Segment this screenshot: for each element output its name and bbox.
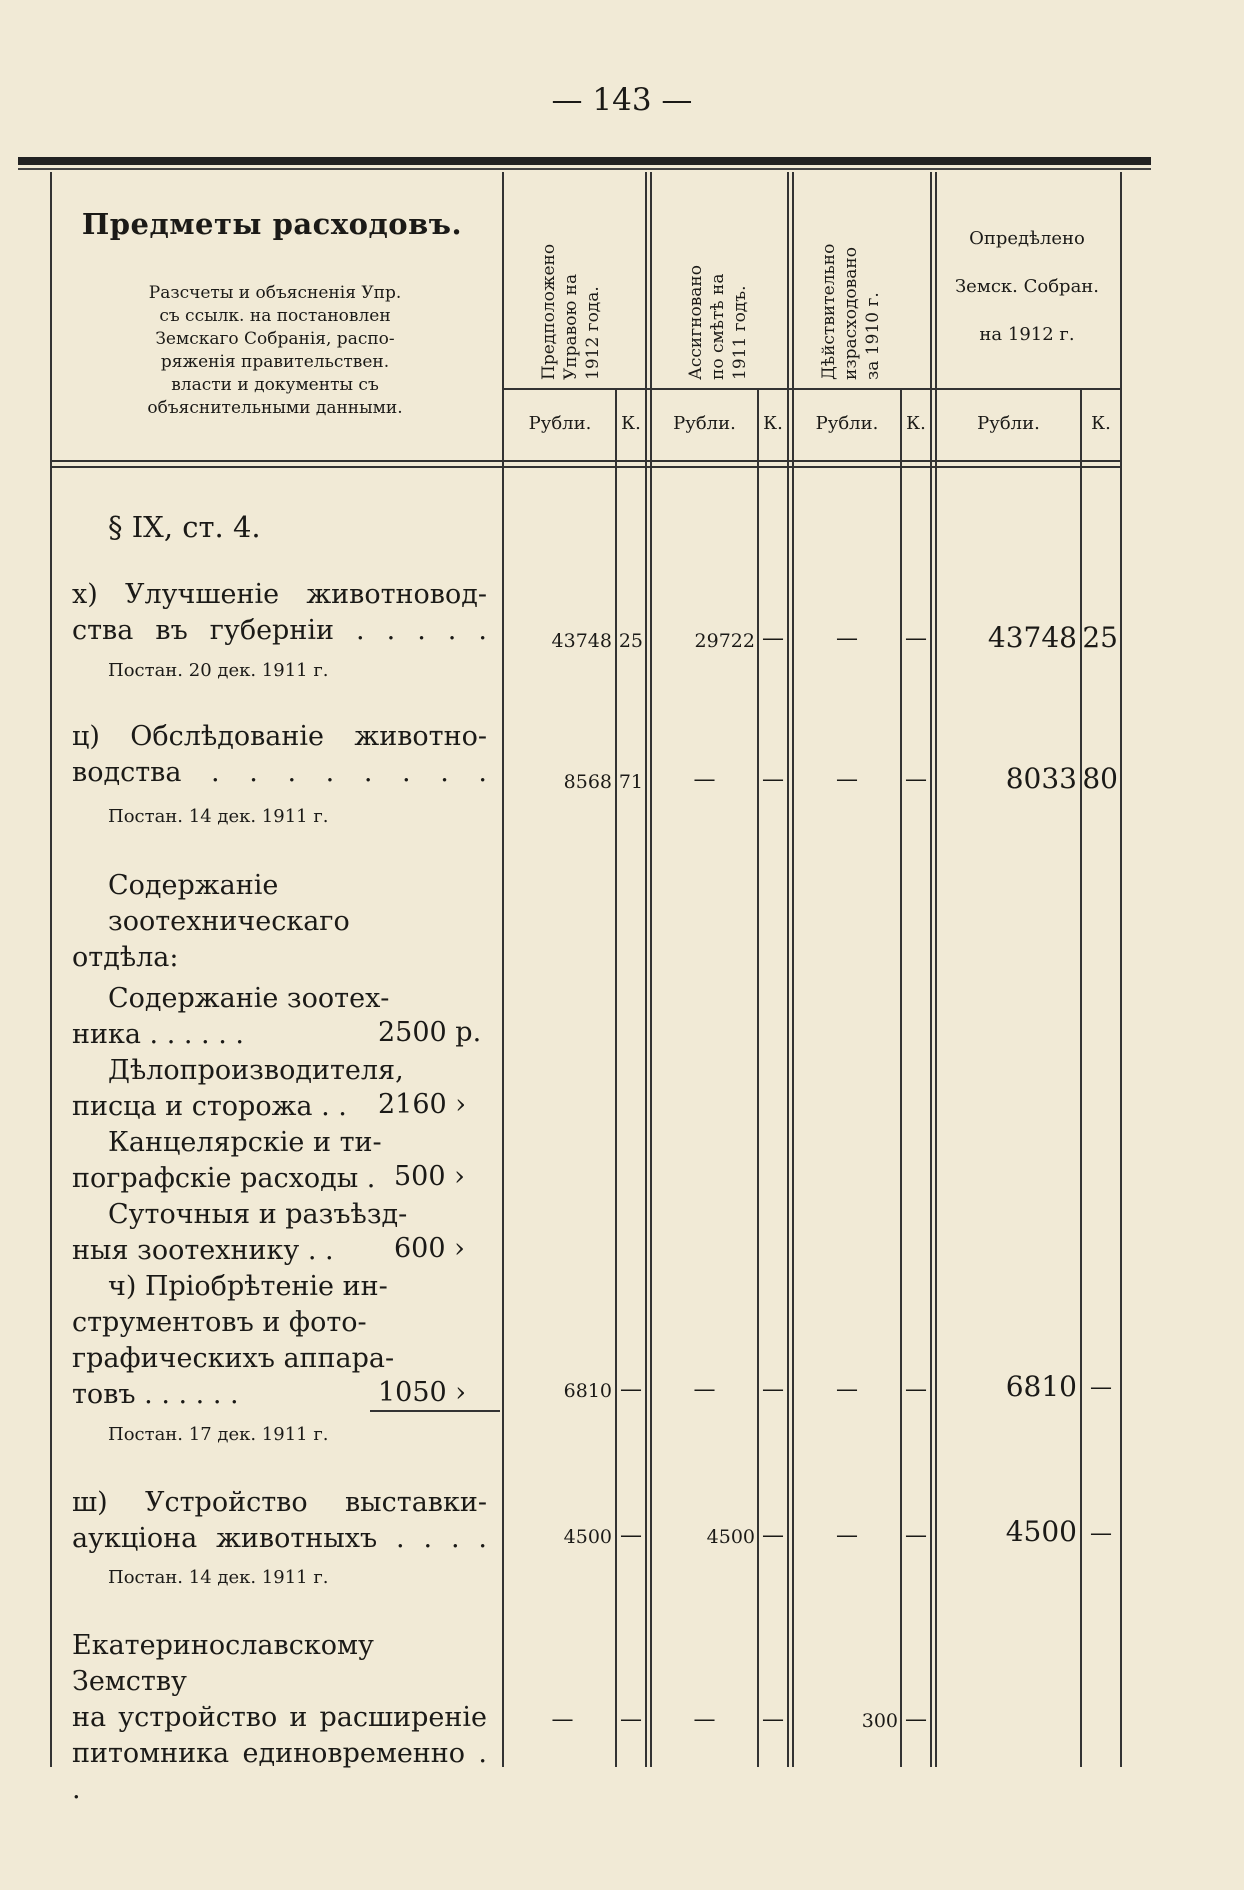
item-line: на устройство и расширеніе	[72, 1702, 487, 1733]
column-divider	[787, 172, 789, 1767]
cell-proposed-rub: 43748	[551, 630, 612, 652]
column-header-determined	[936, 215, 1118, 359]
cell-assigned-rub: —	[693, 1707, 716, 1732]
column-header-line: по смѣтѣ на	[708, 273, 728, 380]
item-line: графическихъ аппара-	[72, 1343, 395, 1374]
item-line: Екатеринославскому Земству	[72, 1630, 374, 1697]
sub-line: ника . . . . . .	[72, 1019, 244, 1050]
cell-spent-kop: —	[905, 626, 927, 651]
header-note-line: съ ссылк. на постановлен	[159, 306, 391, 326]
column-header-line: 1911 годъ.	[730, 285, 750, 380]
header-note-line: власти и документы съ	[171, 375, 379, 395]
item-line: аукціона животныхъ . . . .	[72, 1523, 487, 1554]
column-divider	[615, 390, 617, 1767]
cell-assigned-kop: —	[762, 1377, 784, 1402]
cell-proposed-rub: 4500	[563, 1526, 612, 1548]
cell-assigned-rub: 29722	[694, 630, 755, 652]
cell-proposed-kop: 71	[618, 771, 643, 793]
header-note-line: объяснительными данными.	[147, 398, 403, 418]
sub-line: Канцелярскіе и ти-	[108, 1127, 382, 1158]
section-heading: § IX, ст. 4.	[108, 510, 261, 544]
cell-determined-rub: 4500	[1005, 1515, 1077, 1548]
cell-proposed-rub: 6810	[563, 1380, 612, 1402]
column-header-line: 1912 года.	[583, 286, 603, 380]
unit-rubles: Рубли.	[815, 413, 879, 434]
column-header-line: Ассигновано	[686, 265, 706, 380]
item-line: х) Улучшеніе животновод-	[72, 579, 487, 610]
cell-assigned-rub: —	[693, 1377, 716, 1402]
cell-proposed-kop: 25	[618, 630, 643, 652]
cell-assigned-rub: 4500	[706, 1526, 755, 1548]
sub-line: ныя зоотехнику . .	[72, 1235, 334, 1266]
zoo-sub-4-amount: 600 ›	[394, 1233, 465, 1264]
cell-spent-kop: —	[905, 1523, 927, 1548]
cell-determined-kop: —	[1090, 1521, 1112, 1546]
column-header-line: за 1910 г.	[863, 292, 883, 380]
item-line: ч) Пріобрѣтеніе ин-	[108, 1271, 388, 1302]
column-header-assigned	[685, 230, 751, 380]
cell-assigned-kop: —	[762, 1707, 784, 1732]
zoo-sub-1-amount: 2500 р.	[378, 1017, 482, 1048]
cell-assigned-kop: —	[762, 626, 784, 651]
unit-kopecks: К.	[621, 413, 641, 434]
header-bottom-rule-2	[50, 466, 1120, 468]
item-line: ш) Устройство выставки-	[72, 1487, 487, 1518]
column-header-line: Дѣйствительно	[819, 243, 839, 380]
page-number: — 143 —	[551, 82, 693, 118]
cell-spent-rub: —	[836, 626, 858, 651]
cell-spent-rub: —	[836, 1523, 858, 1548]
column-divider	[645, 172, 647, 1767]
top-rule	[18, 157, 1151, 165]
item-line: струментовъ и фото-	[72, 1307, 367, 1338]
column-divider	[757, 390, 759, 1767]
unit-kopecks: К.	[906, 413, 926, 434]
item-line: питомника единовременно . .	[72, 1738, 487, 1805]
unit-kopecks: К.	[1091, 413, 1111, 434]
sub-line: Суточныя и разъѣзд-	[108, 1199, 408, 1230]
item-sh-text	[72, 1485, 487, 1557]
column-header-line: израсходовано	[841, 247, 861, 380]
item-ts-reference: Постан. 14 дек. 1911 г.	[108, 806, 329, 827]
header-note-line: Земскаго Собранія, распо-	[155, 329, 395, 349]
item-x-reference: Постан. 20 дек. 1911 г.	[108, 660, 329, 681]
item-line: отдѣла:	[72, 942, 179, 973]
item-line: Содержаніе зоотехническаго	[108, 870, 350, 937]
cell-proposed-rub: 8568	[563, 771, 612, 793]
sub-line: пографскіе расходы .	[72, 1163, 376, 1194]
column-header-line: Предположено	[539, 243, 559, 380]
column-header-line: на 1912 г.	[979, 324, 1075, 345]
item-line: ства въ губерніи . . . . .	[72, 615, 487, 646]
cell-proposed-rub: —	[551, 1707, 574, 1732]
header-note-line: ряженія правительствен.	[160, 352, 390, 372]
column-header-spent	[818, 205, 884, 380]
table-border-left	[50, 172, 52, 1767]
sub-line: Дѣлопроизводителя,	[108, 1055, 404, 1086]
item-sh-reference: Постан. 14 дек. 1911 г.	[108, 1567, 329, 1588]
cell-determined-rub: 43748	[987, 621, 1077, 654]
sub-line: Содержаніе зоотех-	[108, 983, 390, 1014]
item-ts-text	[72, 719, 487, 791]
column-header-line: Опредѣлено	[969, 228, 1085, 249]
top-rule-thin	[18, 168, 1151, 170]
column-divider	[502, 172, 504, 1767]
unit-rubles: Рубли.	[977, 413, 1040, 434]
column-header-line: Управою на	[561, 273, 581, 380]
table-border-right	[1120, 172, 1122, 1767]
header-subrule	[502, 388, 1120, 390]
unit-kopecks: К.	[763, 413, 783, 434]
cell-assigned-rub: —	[693, 767, 716, 792]
unit-rubles: Рубли.	[528, 413, 592, 434]
zoo-sub-2-amount: 2160 ›	[378, 1089, 467, 1120]
column-header-proposed	[538, 215, 604, 380]
cell-spent-rub: 300	[861, 1710, 898, 1732]
cell-spent-rub: —	[836, 767, 858, 792]
column-divider	[900, 390, 902, 1767]
item-line: товъ . . . . . .	[72, 1379, 239, 1410]
header-title: Предметы расходовъ.	[81, 207, 463, 241]
header-bottom-rule	[50, 460, 1120, 462]
item-ch-amount: 1050 ›	[378, 1377, 467, 1408]
cell-determined-rub: 8033	[1005, 762, 1077, 795]
cell-assigned-kop: —	[762, 1523, 784, 1548]
column-divider	[930, 172, 932, 1767]
item-x-text	[72, 577, 487, 649]
item-line: водства . . . . . . . .	[72, 757, 487, 788]
header-note	[95, 282, 455, 420]
cell-proposed-kop: —	[620, 1523, 642, 1548]
cell-determined-rub: 6810	[1005, 1370, 1077, 1403]
cell-spent-rub: —	[836, 1377, 858, 1402]
header-note-line: Разсчеты и объясненія Упр.	[148, 283, 402, 303]
cell-spent-kop: —	[905, 1377, 927, 1402]
zoo-sub-3-amount: 500 ›	[394, 1161, 465, 1192]
item-ch-reference: Постан. 17 дек. 1911 г.	[108, 1424, 329, 1445]
item-ek-text	[72, 1628, 487, 1808]
cell-determined-kop: —	[1090, 1375, 1112, 1400]
cell-determined-kop: 25	[1082, 621, 1118, 654]
cell-assigned-kop: —	[762, 767, 784, 792]
item-line: ц) Обслѣдованіе животно-	[72, 721, 487, 752]
cell-proposed-kop: —	[620, 1707, 642, 1732]
unit-rubles: Рубли.	[673, 413, 736, 434]
column-divider	[1080, 390, 1082, 1767]
sub-line: писца и сторожа . .	[72, 1091, 347, 1122]
cell-proposed-kop: —	[620, 1377, 642, 1402]
cell-spent-kop: —	[905, 1707, 927, 1732]
cell-determined-kop: 80	[1082, 762, 1118, 795]
item-zoo-text	[72, 868, 488, 976]
column-header-line: Земск. Собран.	[954, 276, 1100, 297]
cell-spent-kop: —	[905, 767, 927, 792]
